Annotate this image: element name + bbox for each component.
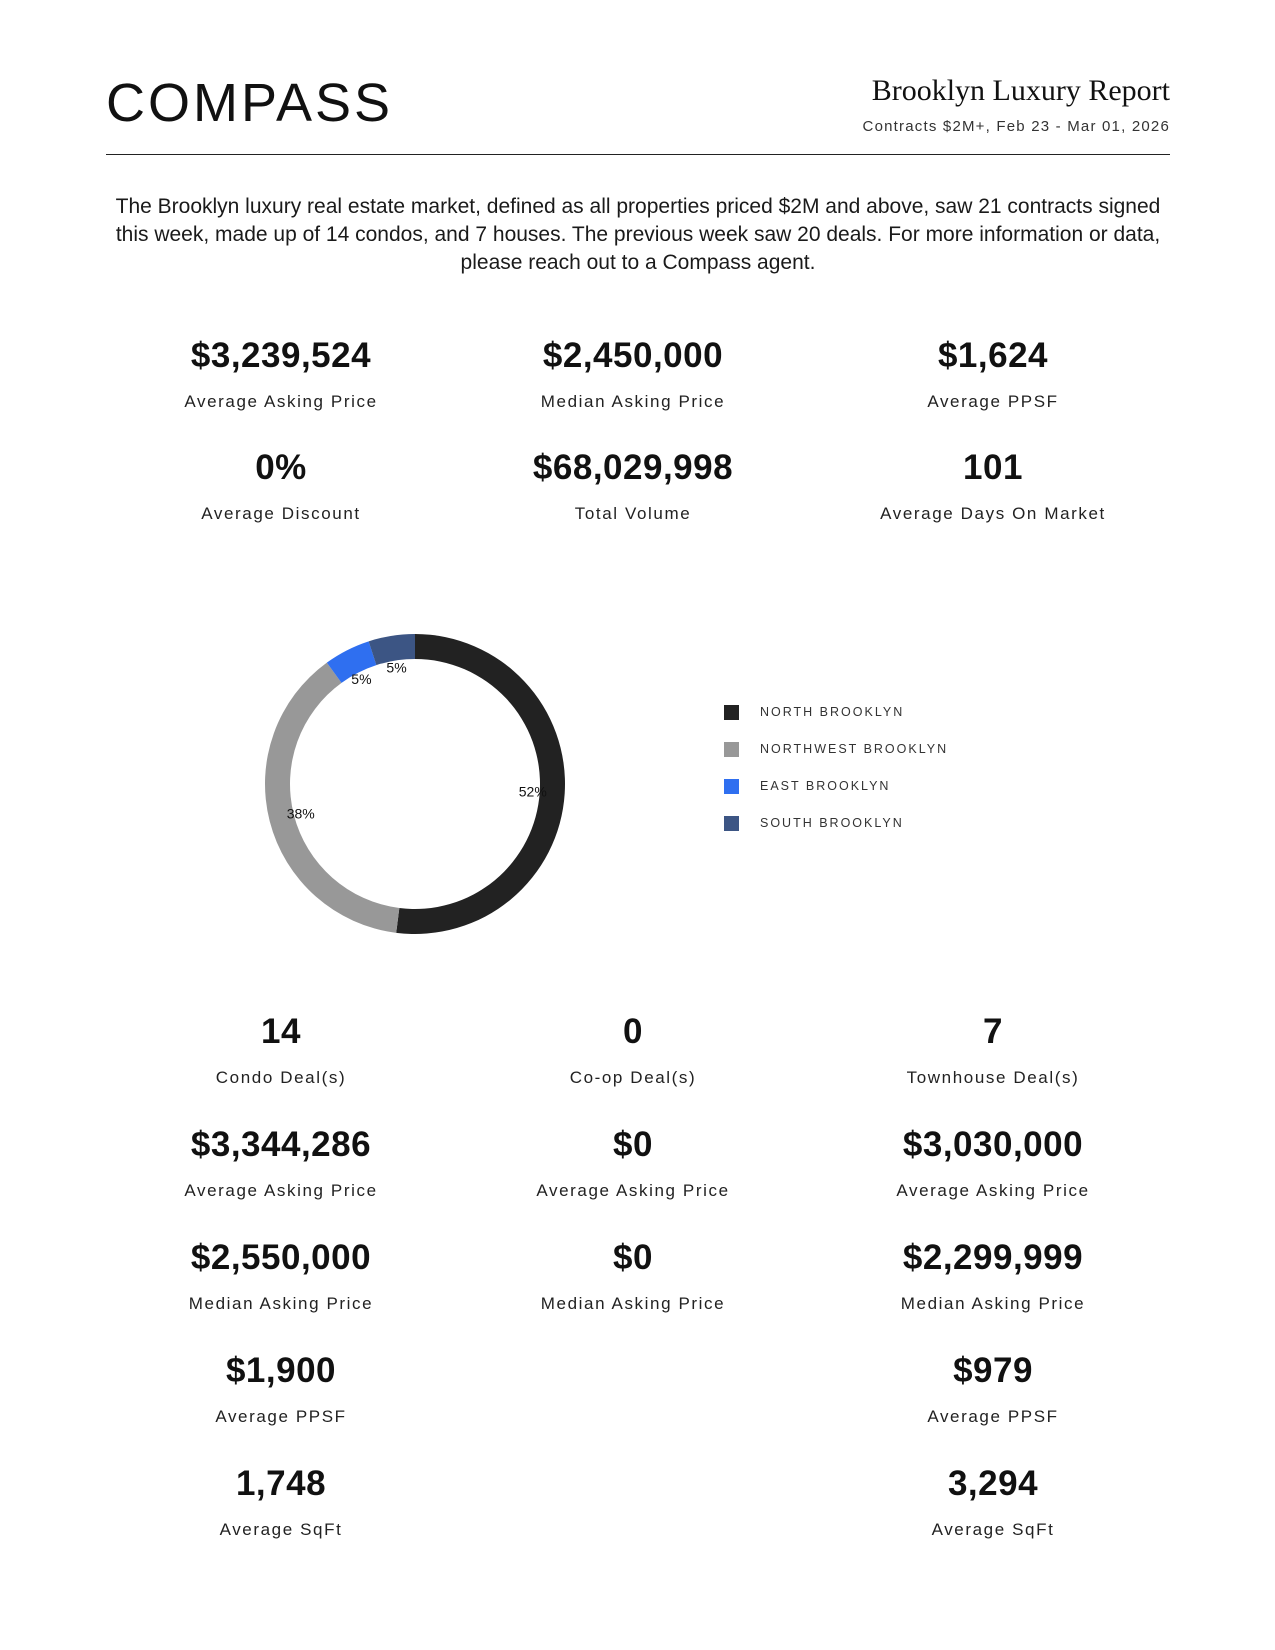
stat-label: Total Volume <box>574 504 692 523</box>
stat-value: $0 <box>613 1238 653 1277</box>
stat-label: Average SqFt <box>219 1520 343 1539</box>
townhouse-median-asking-price <box>823 1238 1163 1314</box>
townhouse-deals <box>823 1012 1163 1088</box>
stat-average-days-on-market <box>823 448 1163 524</box>
coop-median-asking-price <box>463 1238 803 1314</box>
stat-label: Median Asking Price <box>188 1294 374 1313</box>
condo-average-sqft <box>111 1464 451 1540</box>
stat-value: 0% <box>255 448 307 487</box>
coop-deals <box>463 1012 803 1088</box>
stat-value: $2,299,999 <box>902 1238 1084 1277</box>
condo-median-asking-price <box>111 1238 451 1314</box>
legend-label: SOUTH BROOKLYN <box>760 816 904 830</box>
stat-label: Average PPSF <box>927 392 1059 411</box>
stat-label: Average Asking Price <box>536 1181 730 1200</box>
donut-slice-northwest-brooklyn <box>265 663 399 933</box>
stat-label: Average PPSF <box>215 1407 347 1426</box>
legend-label: EAST BROOKLYN <box>760 779 891 793</box>
legend-label: NORTHWEST BROOKLYN <box>760 742 949 756</box>
stat-median-asking-price <box>463 336 803 412</box>
stat-label: Average Days On Market <box>880 504 1106 523</box>
report-header <box>106 60 1170 155</box>
stat-value: 0 <box>623 1012 643 1051</box>
condo-average-ppsf <box>111 1351 451 1427</box>
stat-value: $3,344,286 <box>190 1125 372 1164</box>
legend-label: NORTH BROOKLYN <box>760 705 905 719</box>
stat-label: Condo Deal(s) <box>215 1068 347 1087</box>
region-donut-chart <box>260 629 570 939</box>
condo-average-asking-price <box>111 1125 451 1201</box>
compass-wordmark: COMPASS <box>106 74 394 133</box>
stat-label: Average Asking Price <box>184 392 378 411</box>
coop-average-asking-price <box>463 1125 803 1201</box>
townhouse-average-sqft <box>823 1464 1163 1540</box>
stat-label: Median Asking Price <box>540 392 726 411</box>
townhouse-average-asking-price <box>823 1125 1163 1201</box>
stat-label: Median Asking Price <box>900 1294 1086 1313</box>
stat-value: $2,550,000 <box>190 1238 372 1277</box>
donut-data-label: 52% <box>518 783 547 800</box>
stat-value: 1,748 <box>235 1464 327 1503</box>
legend-swatch <box>724 705 739 720</box>
stat-average-asking-price <box>111 336 451 412</box>
stat-label: Average Asking Price <box>184 1181 378 1200</box>
stat-label: Average Discount <box>201 504 361 523</box>
stat-total-volume <box>463 448 803 524</box>
stat-label: Co-op Deal(s) <box>569 1068 697 1087</box>
donut-data-label: 38% <box>286 805 315 822</box>
stat-label: Average PPSF <box>927 1407 1059 1426</box>
stat-value: 3,294 <box>947 1464 1039 1503</box>
stat-value: $0 <box>613 1125 653 1164</box>
stat-label: Median Asking Price <box>540 1294 726 1313</box>
report-subtitle: Contracts $2M+, Feb 23 - Mar 01, 2026 <box>862 118 1170 135</box>
legend-swatch <box>724 779 739 794</box>
stat-value: $3,239,524 <box>190 336 372 375</box>
stat-value: $68,029,998 <box>532 448 734 487</box>
legend-swatch <box>724 816 739 831</box>
report-title: Brooklyn Luxury Report <box>871 74 1170 107</box>
stat-value: $3,030,000 <box>902 1125 1084 1164</box>
donut-data-label: 5% <box>351 670 372 687</box>
condo-deals <box>111 1012 451 1088</box>
stat-value: 101 <box>963 448 1023 487</box>
stat-label: Average SqFt <box>931 1520 1055 1539</box>
stat-value: $2,450,000 <box>542 336 724 375</box>
donut-data-label: 5% <box>386 659 407 676</box>
stat-value: $1,624 <box>937 336 1049 375</box>
header-divider <box>106 154 1170 155</box>
townhouse-average-ppsf <box>823 1351 1163 1427</box>
intro-paragraph: The Brooklyn luxury real estate market, defined as all properties priced $2M and above, saw 21 contracts signed this week, made up of 14 condos, and 7 houses. The previous week saw 20 deals. For more information or data, please reach out to a Compass agent. <box>115 195 1161 274</box>
stat-average-discount <box>111 448 451 524</box>
compass-logo <box>106 74 426 134</box>
stat-value: 14 <box>261 1012 301 1051</box>
stat-label: Townhouse Deal(s) <box>906 1068 1080 1087</box>
stat-value: 7 <box>983 1012 1003 1051</box>
stat-value: $1,900 <box>225 1351 337 1390</box>
legend-swatch <box>724 742 739 757</box>
stat-value: $979 <box>953 1351 1033 1390</box>
stat-label: Average Asking Price <box>896 1181 1090 1200</box>
stat-average-ppsf <box>823 336 1163 412</box>
